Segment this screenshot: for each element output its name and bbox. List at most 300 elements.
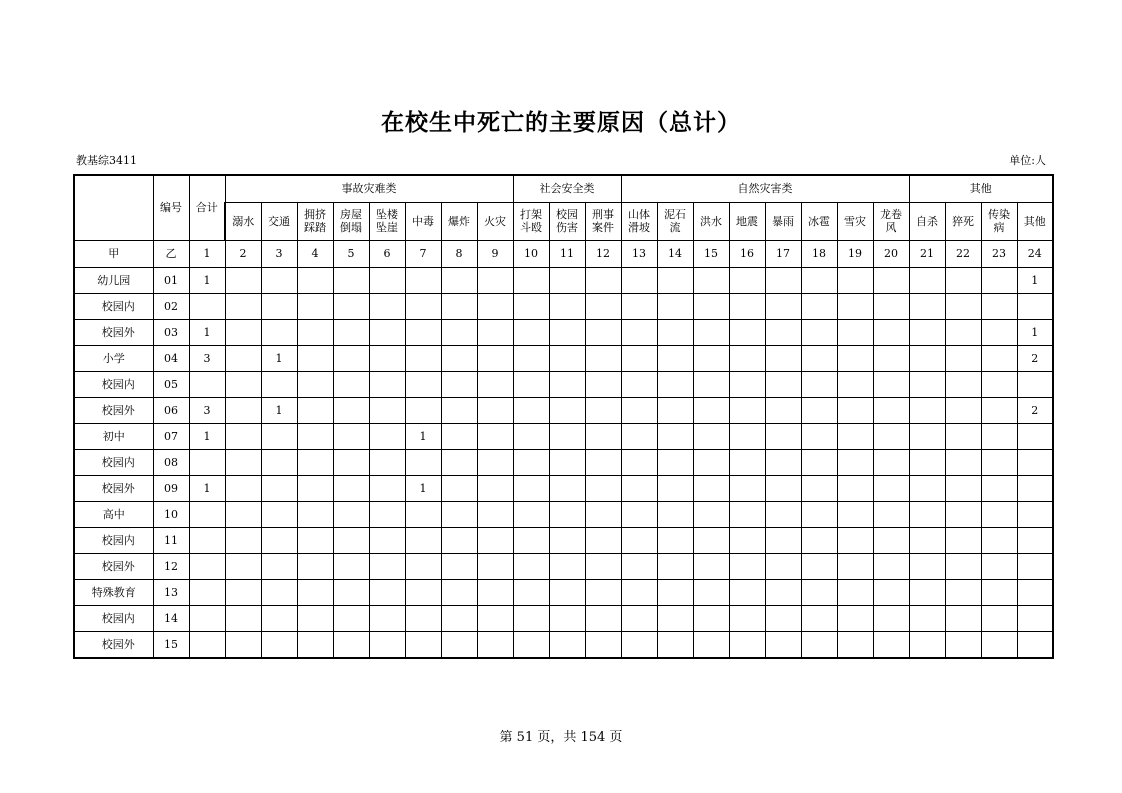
value-cell — [657, 423, 693, 449]
header-cause-line: 冰雹 — [808, 214, 831, 228]
value-cell — [297, 267, 333, 293]
value-cell — [657, 528, 693, 554]
value-cell — [873, 319, 909, 345]
row-code: 12 — [153, 554, 189, 580]
value-cell — [513, 293, 549, 319]
value-cell — [297, 476, 333, 502]
index-cell: 9 — [477, 240, 513, 267]
value-cell — [765, 319, 801, 345]
header-cause-line: 洪水 — [700, 214, 723, 228]
header-cause-line: 火灾 — [484, 214, 506, 228]
value-cell — [441, 450, 477, 476]
value-cell — [657, 606, 693, 632]
value-cell — [477, 580, 513, 606]
header-cause-9 — [477, 202, 513, 240]
value-cell — [585, 319, 621, 345]
value-cell — [909, 580, 945, 606]
value-cell — [477, 293, 513, 319]
value-cell — [765, 606, 801, 632]
row-code: 08 — [153, 450, 189, 476]
value-cell: 1 — [1017, 267, 1053, 293]
value-cell — [765, 450, 801, 476]
value-cell — [189, 606, 225, 632]
value-cell — [909, 554, 945, 580]
value-cell — [405, 293, 441, 319]
value-cell — [621, 397, 657, 423]
value-cell — [441, 371, 477, 397]
value-cell — [333, 423, 369, 449]
table-row — [74, 502, 1053, 528]
row-label: 校园外 — [74, 319, 153, 345]
value-cell — [333, 476, 369, 502]
value-cell — [873, 632, 909, 658]
value-cell — [729, 502, 765, 528]
value-cell — [369, 345, 405, 371]
value-cell — [261, 476, 297, 502]
index-cell: 5 — [333, 240, 369, 267]
value-cell — [909, 319, 945, 345]
value-cell — [729, 293, 765, 319]
value-cell — [873, 580, 909, 606]
index-cell: 19 — [837, 240, 873, 267]
value-cell — [585, 476, 621, 502]
value-cell — [1017, 423, 1053, 449]
value-cell — [261, 632, 297, 658]
value-cell — [729, 397, 765, 423]
value-cell — [693, 267, 729, 293]
row-code: 07 — [153, 423, 189, 449]
value-cell — [405, 267, 441, 293]
value-cell — [765, 580, 801, 606]
value-cell — [369, 502, 405, 528]
value-cell — [549, 554, 585, 580]
value-cell — [657, 371, 693, 397]
value-cell — [765, 397, 801, 423]
table-row — [74, 528, 1053, 554]
value-cell — [801, 371, 837, 397]
value-cell — [909, 502, 945, 528]
value-cell — [693, 423, 729, 449]
header-cause-line: 地震 — [736, 214, 759, 228]
value-cell — [549, 293, 585, 319]
header-label-blank — [74, 175, 153, 240]
value-cell — [585, 423, 621, 449]
value-cell — [477, 371, 513, 397]
header-cause-7 — [405, 202, 441, 240]
value-cell — [369, 450, 405, 476]
value-cell — [657, 293, 693, 319]
value-cell — [405, 580, 441, 606]
value-cell — [657, 397, 693, 423]
value-cell — [981, 528, 1017, 554]
value-cell — [297, 371, 333, 397]
value-cell — [297, 450, 333, 476]
value-cell — [261, 423, 297, 449]
value-cell — [405, 632, 441, 658]
value-cell — [981, 293, 1017, 319]
value-cell — [585, 293, 621, 319]
header-cause-line: 山体 — [628, 208, 651, 222]
row-code: 03 — [153, 319, 189, 345]
value-cell — [657, 632, 693, 658]
table-row — [74, 319, 1053, 345]
header-cause-line: 滑坡 — [628, 221, 651, 235]
table-row — [74, 554, 1053, 580]
index-cell: 8 — [441, 240, 477, 267]
value-cell: 1 — [189, 267, 225, 293]
value-cell — [729, 580, 765, 606]
header-cause-line: 校园 — [556, 208, 578, 222]
value-cell — [657, 476, 693, 502]
value-cell — [693, 554, 729, 580]
value-cell — [801, 632, 837, 658]
value-cell — [909, 476, 945, 502]
value-cell — [693, 580, 729, 606]
value-cell — [837, 397, 873, 423]
value-cell — [549, 502, 585, 528]
value-cell — [225, 267, 261, 293]
header-cause-19 — [837, 202, 873, 240]
value-cell — [585, 502, 621, 528]
value-cell — [945, 554, 981, 580]
value-cell — [261, 267, 297, 293]
value-cell — [477, 502, 513, 528]
value-cell — [585, 371, 621, 397]
value-cell — [945, 528, 981, 554]
header-row-groups — [74, 175, 1053, 202]
header-cause-line: 自杀 — [916, 214, 939, 228]
value-cell — [1017, 293, 1053, 319]
header-cause-line: 坠崖 — [376, 221, 398, 235]
header-cause-line: 泥石 — [664, 208, 687, 222]
index-cell: 21 — [909, 240, 945, 267]
table-row — [74, 293, 1053, 319]
value-cell — [333, 502, 369, 528]
value-cell — [1017, 528, 1053, 554]
value-cell — [405, 502, 441, 528]
value-cell — [405, 397, 441, 423]
row-label: 幼儿园 — [74, 267, 153, 293]
value-cell — [693, 397, 729, 423]
value-cell — [621, 267, 657, 293]
header-cause-15 — [693, 202, 729, 240]
value-cell — [801, 528, 837, 554]
value-cell — [405, 554, 441, 580]
header-cause-6 — [369, 202, 405, 240]
value-cell — [261, 606, 297, 632]
value-cell — [765, 267, 801, 293]
value-cell — [261, 450, 297, 476]
header-cause-line: 爆炸 — [448, 214, 470, 228]
value-cell — [369, 554, 405, 580]
value-cell — [873, 371, 909, 397]
header-cause-line: 风 — [885, 221, 897, 235]
header-cause-line: 倒塌 — [340, 221, 362, 235]
value-cell — [513, 345, 549, 371]
value-cell — [765, 423, 801, 449]
header-cause-23 — [981, 202, 1017, 240]
value-cell — [657, 580, 693, 606]
value-cell — [873, 476, 909, 502]
header-cause-5 — [333, 202, 369, 240]
value-cell — [441, 267, 477, 293]
value-cell — [837, 293, 873, 319]
row-label: 初中 — [74, 423, 153, 449]
value-cell — [441, 606, 477, 632]
value-cell — [909, 371, 945, 397]
header-cause-12 — [585, 202, 621, 240]
value-cell — [333, 580, 369, 606]
value-cell — [513, 319, 549, 345]
value-cell — [837, 423, 873, 449]
value-cell — [225, 345, 261, 371]
value-cell — [1017, 476, 1053, 502]
header-cause-18 — [801, 202, 837, 240]
value-cell — [981, 423, 1017, 449]
header-cause-line: 溺水 — [232, 214, 255, 228]
table-row — [74, 580, 1053, 606]
value-cell — [657, 319, 693, 345]
value-cell — [801, 397, 837, 423]
value-cell — [765, 293, 801, 319]
value-cell — [369, 397, 405, 423]
value-cell — [729, 371, 765, 397]
value-cell — [657, 502, 693, 528]
value-cell — [297, 397, 333, 423]
value-cell — [729, 267, 765, 293]
row-code: 11 — [153, 528, 189, 554]
value-cell — [369, 371, 405, 397]
header-cause-line: 传染 — [988, 208, 1011, 222]
value-cell — [549, 319, 585, 345]
value-cell: 1 — [189, 423, 225, 449]
row-code: 04 — [153, 345, 189, 371]
value-cell — [549, 580, 585, 606]
value-cell — [981, 632, 1017, 658]
value-cell — [477, 267, 513, 293]
value-cell — [513, 450, 549, 476]
value-cell — [621, 502, 657, 528]
value-cell — [261, 580, 297, 606]
value-cell — [1017, 450, 1053, 476]
value-cell — [837, 528, 873, 554]
header-cause-line: 病 — [993, 221, 1005, 235]
value-cell — [297, 345, 333, 371]
value-cell — [189, 450, 225, 476]
value-cell — [405, 606, 441, 632]
value-cell — [441, 397, 477, 423]
value-cell — [297, 293, 333, 319]
value-cell: 1 — [405, 423, 441, 449]
value-cell — [333, 267, 369, 293]
value-cell — [513, 502, 549, 528]
value-cell — [801, 450, 837, 476]
value-cell — [585, 554, 621, 580]
row-code: 10 — [153, 502, 189, 528]
value-cell — [981, 580, 1017, 606]
row-code: 05 — [153, 371, 189, 397]
value-cell — [1017, 371, 1053, 397]
row-code: 15 — [153, 632, 189, 658]
value-cell — [261, 528, 297, 554]
page-footer: 第 51 页，共 154 页 — [499, 730, 623, 745]
value-cell: 2 — [1017, 397, 1053, 423]
value-cell — [333, 319, 369, 345]
value-cell — [909, 528, 945, 554]
value-cell — [945, 502, 981, 528]
index-cell: 14 — [657, 240, 693, 267]
value-cell — [441, 319, 477, 345]
value-cell — [621, 580, 657, 606]
value-cell — [837, 606, 873, 632]
value-cell — [945, 580, 981, 606]
value-cell — [873, 502, 909, 528]
value-cell — [513, 606, 549, 632]
value-cell — [945, 267, 981, 293]
value-cell — [225, 502, 261, 528]
value-cell — [225, 423, 261, 449]
value-cell — [369, 423, 405, 449]
row-code: 01 — [153, 267, 189, 293]
value-cell — [369, 632, 405, 658]
index-cell: 24 — [1017, 240, 1053, 267]
value-cell — [765, 345, 801, 371]
value-cell — [621, 423, 657, 449]
header-cause-11 — [549, 202, 585, 240]
index-cell: 3 — [261, 240, 297, 267]
header-cause-line: 打架 — [520, 208, 542, 222]
value-cell — [693, 319, 729, 345]
value-cell — [261, 502, 297, 528]
value-cell — [693, 528, 729, 554]
value-cell — [621, 319, 657, 345]
header-cause-line: 踩踏 — [304, 221, 326, 235]
value-cell — [621, 345, 657, 371]
table-row — [74, 476, 1053, 502]
header-cause-2 — [225, 202, 261, 240]
value-cell — [225, 476, 261, 502]
value-cell — [981, 371, 1017, 397]
value-cell — [225, 554, 261, 580]
value-cell — [585, 580, 621, 606]
value-cell — [513, 371, 549, 397]
value-cell — [189, 371, 225, 397]
value-cell — [657, 267, 693, 293]
index-cell: 甲 — [74, 240, 153, 267]
value-cell — [369, 606, 405, 632]
value-cell — [441, 632, 477, 658]
value-cell — [477, 450, 513, 476]
value-cell — [945, 319, 981, 345]
value-cell — [945, 371, 981, 397]
value-cell — [873, 528, 909, 554]
value-cell — [333, 397, 369, 423]
value-cell — [585, 450, 621, 476]
form-code: 教基综3411 — [76, 154, 137, 167]
value-cell — [189, 580, 225, 606]
value-cell — [477, 554, 513, 580]
header-cause-4 — [297, 202, 333, 240]
value-cell — [333, 371, 369, 397]
header-cause-14 — [657, 202, 693, 240]
value-cell — [549, 423, 585, 449]
value-cell — [621, 476, 657, 502]
header-cause-line: 暴雨 — [772, 214, 795, 228]
value-cell — [477, 423, 513, 449]
value-cell — [297, 554, 333, 580]
value-cell — [909, 345, 945, 371]
value-cell — [261, 293, 297, 319]
value-cell — [297, 632, 333, 658]
value-cell — [405, 528, 441, 554]
value-cell — [225, 319, 261, 345]
value-cell — [369, 580, 405, 606]
value-cell — [693, 632, 729, 658]
value-cell — [369, 267, 405, 293]
value-cell — [621, 528, 657, 554]
value-cell — [765, 476, 801, 502]
death-causes-table — [73, 174, 1054, 659]
header-cause-line: 雪灾 — [844, 214, 867, 228]
value-cell: 1 — [261, 345, 297, 371]
table-row — [74, 267, 1053, 293]
value-cell — [621, 632, 657, 658]
value-cell — [945, 476, 981, 502]
value-cell — [477, 319, 513, 345]
value-cell — [801, 502, 837, 528]
value-cell — [477, 606, 513, 632]
value-cell — [981, 450, 1017, 476]
header-cause-line: 案件 — [592, 221, 615, 235]
value-cell — [693, 293, 729, 319]
row-label: 校园外 — [74, 554, 153, 580]
value-cell — [405, 319, 441, 345]
value-cell — [441, 293, 477, 319]
value-cell — [405, 450, 441, 476]
value-cell — [945, 450, 981, 476]
value-cell — [909, 606, 945, 632]
value-cell — [909, 267, 945, 293]
value-cell — [945, 423, 981, 449]
header-cause-line: 流 — [669, 221, 681, 235]
value-cell — [693, 476, 729, 502]
header-group-accident: 事故灾难类 — [225, 175, 513, 202]
value-cell — [333, 528, 369, 554]
value-cell — [225, 293, 261, 319]
value-cell — [1017, 502, 1053, 528]
value-cell — [189, 502, 225, 528]
value-cell — [333, 606, 369, 632]
value-cell: 1 — [1017, 319, 1053, 345]
value-cell — [765, 554, 801, 580]
value-cell — [1017, 606, 1053, 632]
row-code: 14 — [153, 606, 189, 632]
value-cell — [225, 606, 261, 632]
header-cause-line: 龙卷 — [880, 208, 903, 222]
value-cell — [225, 580, 261, 606]
index-cell: 4 — [297, 240, 333, 267]
value-cell — [729, 606, 765, 632]
value-cell: 3 — [189, 397, 225, 423]
value-cell — [801, 319, 837, 345]
value-cell — [873, 606, 909, 632]
value-cell — [945, 345, 981, 371]
value-cell — [909, 632, 945, 658]
value-cell — [801, 267, 837, 293]
value-cell — [189, 632, 225, 658]
header-group-natural: 自然灾害类 — [621, 175, 909, 202]
value-cell — [981, 267, 1017, 293]
